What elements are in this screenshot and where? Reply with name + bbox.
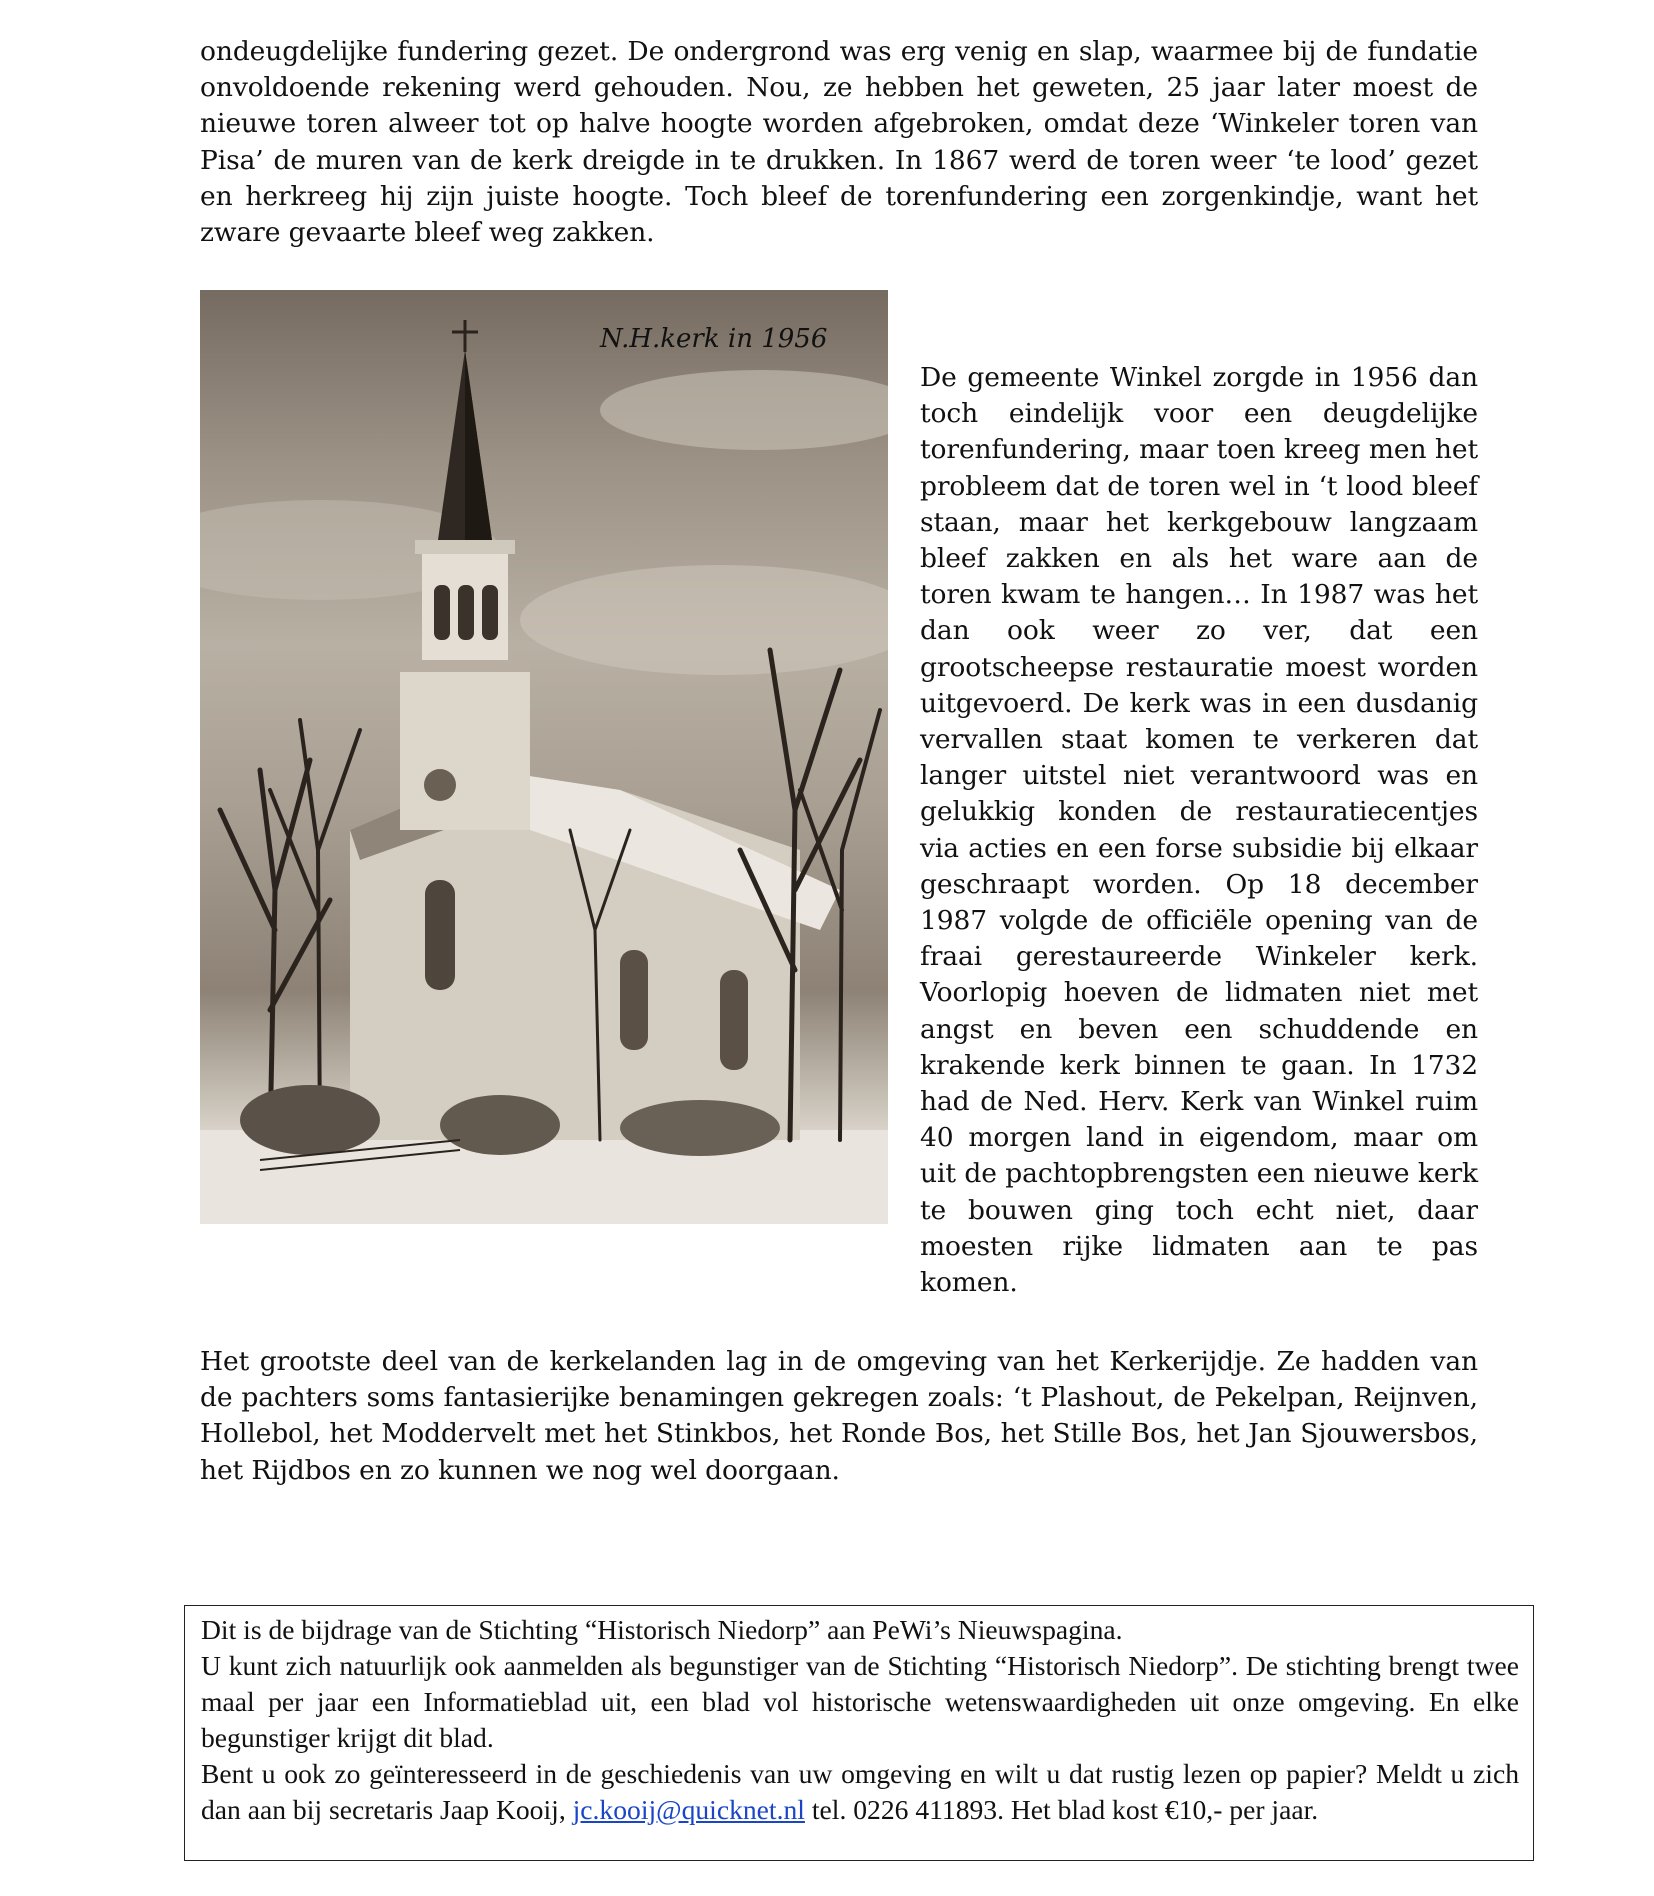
footer-price-text: tel. 0226 411893. Het blad kost €10,- per jaar.	[811, 1794, 1319, 1825]
email-link[interactable]: jc.kooij@quicknet.nl	[572, 1794, 805, 1825]
footer-paragraph-2: U kunt zich natuurlijk ook aanmelden als begunstiger van de Stichting “Historisch Niedorp”. De stichting brengt twee maal per jaar een Informatieblad uit, een blad vol historische wetenswaardigheden uit onze omgeving. En elke begunstiger krijgt dit blad.	[201, 1650, 1519, 1753]
bottom-paragraph: Het grootste deel van de kerkelanden lag in de omgeving van het Kerkerijdje. Ze hadden van de pachters soms fantasierijke benamingen gekregen zoals: ‘t Plashout, de Pekelpan, Reijnven, Hollebol, het Moddervelt met het Stinkbos, het Ronde Bos, het Stille Bos, het Jan Sjouwersbos, het Rijdbos en zo kunnen we nog wel doorgaan.	[200, 1346, 1478, 1486]
photo-caption: N.H.kerk in 1956	[600, 324, 828, 354]
church-illustration	[200, 290, 888, 1224]
footer-contact-text: Bent u ook zo geïnteresseerd in de geschiedenis van uw omgeving en wilt u dat rustig lezen op papier? Meldt u zich dan aan bij secretaris Jaap Kooij,	[201, 1758, 1519, 1825]
church-photo	[200, 290, 888, 1224]
footer-line-1: Dit is de bijdrage van de Stichting “Historisch Niedorp” aan PeWi’s Nieuwspagina.	[201, 1614, 1123, 1645]
footer-paragraph-3	[201, 1756, 1519, 1828]
intro-paragraph: ondeugdelijke fundering gezet. De ondergrond was erg venig en slap, waarmee bij de fundatie onvoldoende rekening werd gehouden. Nou, ze hebben het geweten, 25 jaar later moest de nieuwe toren alweer tot op halve hoogte worden afgebroken, omdat deze ‘Winkeler toren van Pisa’ de muren van de kerk dreigde in te drukken. In 1867 werd de toren weer ‘te lood’ gezet en herkreeg hij zijn juiste hoogte. Toch bleef de torenfundering een zorgenkindje, want het zware gevaarte bleef weg zakken.	[200, 36, 1478, 249]
right-column-paragraph: De gemeente Winkel zorgde in 1956 dan toch eindelijk voor een deugdelijke torenfundering, maar toen kreeg men het probleem dat de toren wel in ‘t lood bleef staan, maar het kerkgebouw langzaam bleef zakken en als het ware aan de toren kwam te hangen… In 1987 was het dan ook weer zo ver, dat een grootscheepse restauratie moest worden uitgevoerd. De kerk was in een dusdanig vervallen staat komen te verkeren dat langer uitstel niet verantwoord was en gelukkig konden de restauratiecentjes via acties en een forse subsidie bij elkaar geschraapt worden. Op 18 december 1987 volgde de officiële opening van de fraai gerestaureerde Winkeler kerk. Voorlopig hoeven de lidmaten niet met angst en beven een schuddende en krakende kerk binnen te gaan. In 1732 had de Ned. Herv. Kerk van Winkel ruim 40 morgen land in eigendom, maar om uit de pachtopbrengsten een nieuwe kerk te bouwen ging toch echt niet, daar moesten rijke lidmaten aan te pas komen.	[920, 362, 1478, 1299]
footer-info-box	[184, 1605, 1534, 1861]
